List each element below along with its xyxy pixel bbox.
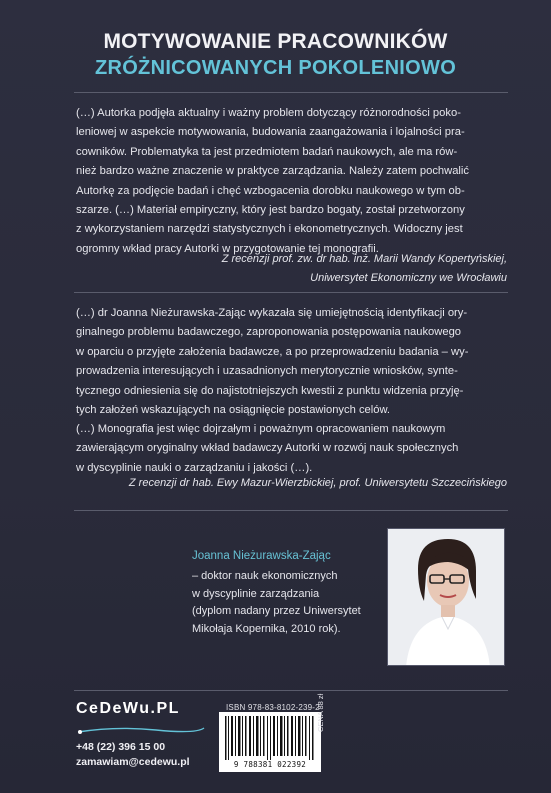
title-line-1: MOTYWOWANIE PRACOWNIKÓW xyxy=(103,30,448,53)
review-1-text xyxy=(76,104,508,259)
bio-line: Mikołaja Kopernika, 2010 rok). xyxy=(192,622,341,635)
divider xyxy=(74,690,508,691)
author-portrait-icon xyxy=(388,529,505,666)
signature-line: Uniwersytet Ekonomiczny we Wrocławiu xyxy=(310,272,507,284)
divider xyxy=(74,292,508,293)
text-line: cowników. Problematyka ta jest przedmiotem badań naukowych, ale ma rów- xyxy=(76,145,458,158)
text-line: (…) dr Joanna Nieżurawska-Zając wykazała się umiejętnością identyfikacji ory- xyxy=(76,307,468,319)
publisher-email: zamawiam@cedewu.pl xyxy=(76,756,190,768)
review-1-signature xyxy=(222,250,507,288)
text-line: w oparciu o przyjęte założenia badawcze, a po przeprowadzeniu badania – wy- xyxy=(76,345,469,358)
author-bio xyxy=(192,568,361,638)
text-line: szarze. (…) Materiał empiryczny, który jest bardzo bogaty, został przetworzony xyxy=(76,204,465,217)
divider xyxy=(74,510,508,511)
review-2-paragraph-2 xyxy=(76,420,508,478)
text-line: nież bardzo ważne znaczenie w praktyce zarządzania. Należy zatem pochwalić xyxy=(76,165,469,178)
divider xyxy=(74,92,508,93)
text-line: (…) Monografia jest więc dojrzałym i poważnym opracowaniem naukowym xyxy=(76,423,446,435)
bio-line: (dyplom nadany przez Uniwersytet xyxy=(192,605,361,617)
review-2-paragraph-1 xyxy=(76,304,508,420)
barcode-bars-icon xyxy=(219,712,321,760)
text-line: prowadzenia interesujących i uzasadnionych merytorycznie wniosków, synte- xyxy=(76,365,458,378)
text-line: (…) Autorka podjęła aktualny i ważny problem dotyczący różnorodności poko- xyxy=(76,107,461,119)
review-2-signature: Z recenzji dr hab. Ewy Mazur-Wierzbickiej, prof. Uniwersytetu Szczecińskiego xyxy=(128,477,507,489)
title-line-2: ZRÓŻNICOWANYCH POKOLENIOWO xyxy=(94,57,457,79)
text-line: Autorkę za podjęcie badań i chęć wzbogacenia dorobku naukowego w tym ob- xyxy=(76,184,465,197)
text-line: tycznego odniesienia się do najistotniejszych kwestii z punktu widzenia przyję- xyxy=(76,384,464,397)
barcode-digits: 9 788381 022392 xyxy=(219,760,321,769)
text-line: zawierającym oryginalny wkład badawczy Autorki w rozwój nauk społecznych xyxy=(76,442,459,455)
price-label: CENA 88 zł xyxy=(316,693,325,732)
text-line: leniowej w aspekcie motywowania, budowania zaangażowania i lojalności pra- xyxy=(76,126,465,139)
text-line: tych założeń wskazujących na osiągnięcie postawionych celów. xyxy=(76,404,391,417)
publisher-logo: CeDeWu.PL xyxy=(76,700,180,717)
text-line: w dyscyplinie nauki o zarządzaniu i jakości (…). xyxy=(76,461,313,474)
text-line: z wykorzystaniem narzędzi statystycznych i ekonometrycznych. Widoczny jest xyxy=(76,223,463,236)
signature-line: Z recenzji prof. zw. dr hab. inż. Marii Wandy Kopertyńskiej, xyxy=(221,253,507,265)
bio-line: – doktor nauk ekonomicznych xyxy=(192,570,338,582)
publisher-logo-swoosh-icon xyxy=(76,724,206,736)
text-line: ginalnego problemu badawczego, zaproponowania postępowania naukowego xyxy=(76,326,462,339)
bio-line: w dyscyplinie zarządzania xyxy=(192,587,320,600)
publisher-phone: +48 (22) 396 15 00 xyxy=(76,741,166,753)
isbn-label: ISBN 978-83-8102-239-2 xyxy=(226,703,320,712)
author-name: Joanna Nieżurawska-Zając xyxy=(192,550,331,562)
author-photo xyxy=(387,528,505,666)
text-line: ogromny wkład pracy Autorki w przygotowanie tej monografii. xyxy=(76,242,379,255)
